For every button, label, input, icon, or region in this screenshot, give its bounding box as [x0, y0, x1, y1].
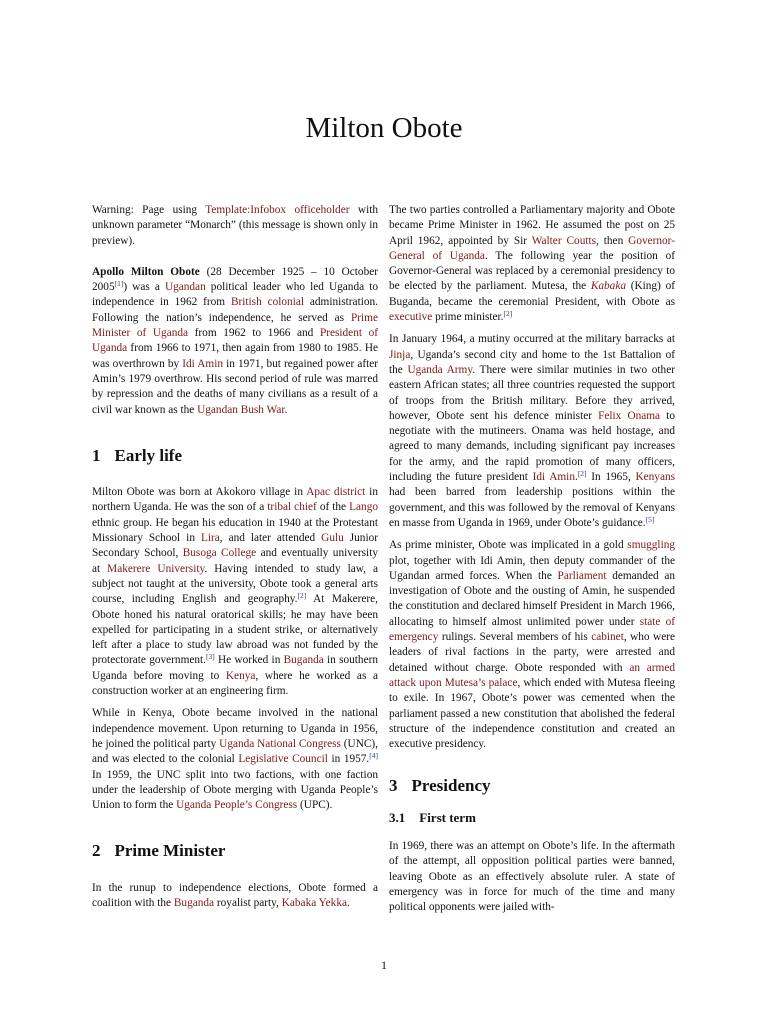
felix-onama-link[interactable]: Felix Onama — [598, 409, 661, 422]
page-number: 1 — [381, 958, 387, 972]
ref-link[interactable]: [3] — [205, 652, 215, 662]
ugandan-link[interactable]: Ugandan — [164, 281, 206, 294]
right-column — [389, 203, 675, 922]
walter-coutts-link[interactable]: Walter Coutts — [531, 234, 597, 247]
preview-warning: Warning: Page using Template:Infobox officeholder with unknown parameter “Monarch” (this message is shown only in preview). — [92, 204, 378, 247]
uganda-army-link[interactable]: Uganda Army — [407, 363, 473, 376]
lira-link[interactable]: Lira — [200, 532, 220, 545]
ref-link[interactable]: [4] — [369, 751, 378, 761]
buganda-link[interactable]: Buganda — [283, 654, 324, 667]
infobox-template-link[interactable]: Template:Infobox officeholder — [205, 204, 350, 216]
first-term-paragraph-1: In 1969, there was an attempt on Obote’s life. In the aftermath of the attempt, all opposition political parties were banned, leaving Obote as an effectively absolute ruler. A state of emergency was in force for much of the time and many political opponents were jailed with- — [389, 839, 675, 914]
smuggling-link[interactable]: smuggling — [627, 539, 675, 552]
kabaka-link[interactable]: Kabaka — [590, 280, 626, 293]
cabinet-link[interactable]: cabinet — [591, 631, 624, 644]
parliament-link[interactable]: Parliament — [557, 569, 607, 582]
kenyans-link[interactable]: Kenyans — [635, 471, 675, 484]
section-heading-presidency: 3 Presidency — [389, 776, 491, 796]
ref-link[interactable]: [2] — [577, 469, 587, 479]
prime-minister-paragraph-3: In January 1964, a mutiny occurred at the military barracks at Jinja, Uganda’s second city and home to the 1st Battalion of the Uganda Army. There were similar mutinies in two other eastern African states; all three countries requested the support of troops from the British military. Before they arrived, however, Obote sent his defence minister Felix Onama to negotiate with the mutineers. Onama was held hostage, and agreed to many demands, including significant pay increases for the army, and the rapid promotion of many officers, including the future president Idi Amin.[2] In 1965, Kenyans had been barred from leadership positions within the government, and this was followed by the removal of Kenyans en masse from Uganda in 1969, under Obote’s guidance.[5] — [389, 333, 675, 529]
bush-war-link[interactable]: Ugandan Bush War — [197, 403, 285, 416]
prime-minister-paragraph-4: As prime minister, Obote was implicated in a gold smuggling plot, together with Idi Amin, then deputy commander of the Ugandan armed forces. When the Parliament demanded an investigation of Obote and the ousting of Amin, he suspended the constitution and declared himself President in March 1966, allocating to himself almost unlimited power under state of emergency rulings. Several members of his cabinet, who were leaders of rival factions in the party, were arrested and detained without charge. Obote responded with an armed attack upon Mutesa’s palace, which ended with Mutesa fleeing to exile. In 1967, Obote’s power was cemented when the parliament passed a new constitution that abolished the federal structure of the independence constitution and created an executive presidency. — [389, 539, 676, 751]
mutesa-palace-attack-link[interactable]: an armed attack upon Mutesa’s palace — [389, 661, 675, 689]
kenya-link[interactable]: Kenya — [225, 669, 256, 682]
left-column — [92, 203, 378, 918]
subsection-heading-first-term: 3.1 First term — [389, 809, 476, 825]
tribal-chief-link[interactable]: tribal chief — [267, 501, 317, 514]
buganda-link[interactable]: Buganda — [173, 896, 215, 909]
page-title: Milton Obote — [305, 112, 463, 144]
idi-amin-link[interactable]: Idi Amin — [182, 357, 223, 370]
uganda-national-congress-link[interactable]: Uganda National Congress — [219, 737, 341, 750]
intro-paragraph: Apollo Milton Obote (28 December 1925 – 10 October 2005[1]) was a Ugandan political leader who led Uganda to independence in 1962 from British colonial administration. Following the nation’s independence, he served as Prime Minister of Uganda from 1962 to 1966 and President of Uganda from 1966 to 1971, then again from 1980 to 1985. He was overthrown by Idi Amin in 1971, but regained power after Amin’s 1979 overthrow. His second period of rule was marred by repression and the deaths of many civilians as a result of a civil war known as the Ugandan Bush War. — [92, 265, 379, 416]
prime-minister-link[interactable]: Prime Minister of Uganda — [92, 311, 378, 340]
state-of-emergency-link[interactable]: state of emergency — [389, 615, 675, 644]
section-heading-prime-minister: 2 Prime Minister — [92, 841, 226, 861]
prime-minister-paragraph-2: The two parties controlled a Parliamentary majority and Obote became Prime Minister in 1962. He assumed the post on 25 April 1962, appointed by Sir Walter Coutts, then Governor-General of Uganda. The following year the position of Governor-General was replaced by a ceremonial presidency to be elected by the parliament. Mutesa, the Kabaka (King) of Buganda, became the ceremonial President, with Obote as executive prime minister.[2] — [389, 204, 675, 324]
legislative-council-link[interactable]: Legislative Council — [238, 753, 328, 766]
ref-link[interactable]: [1] — [114, 279, 124, 289]
kabaka-yekka-link[interactable]: Kabaka Yekka — [281, 896, 347, 909]
governor-general-link[interactable]: Governor-General of Uganda — [389, 234, 675, 262]
lango-link[interactable]: Lango — [349, 501, 379, 514]
early-life-paragraph-1: Milton Obote was born at Akokoro village in Apac district in northern Uganda. He was the son of a tribal chief of the Lango ethnic group. He began his education in 1940 at the Protestant Missionary School in Lira, and later attended Gulu Junior Secondary School, Busoga College and eventually university at Makerere University. Having intended to study law, a subject not taught at the university, Obote took a general arts course, including English and geography.[2] At Makerere, Obote honed his natural oratorical skills; he may have been expelled for participating in a student strike, or alternatively left after a place to study law abroad was not funded by the protectorate government.[3] He worked in Buganda in southern Uganda before moving to Kenya, where he worked as a construction worker at an engineering firm. — [92, 486, 379, 698]
early-life-paragraph-2: While in Kenya, Obote became involved in the national independence movement. Upon returning to Uganda in 1956, he joined the political party Uganda National Congress (UNC), and was elected to the colonial Legislative Council in 1957.[4] In 1959, the UNC split into two factions, with one faction under the leadership of Obote merging with Uganda People’s Union to form the Uganda People’s Congress (UPC). — [92, 707, 378, 812]
gulu-link[interactable]: Gulu — [321, 532, 344, 545]
apac-district-link[interactable]: Apac district — [306, 486, 366, 499]
prime-minister-paragraph-1: In the runup to independence elections, Obote formed a coalition with the Buganda royalist party, Kabaka Yekka. — [92, 881, 378, 909]
uganda-peoples-congress-link[interactable]: Uganda People’s Congress — [176, 799, 298, 812]
idi-amin-link[interactable]: Idi Amin — [532, 471, 575, 484]
executive-link[interactable]: executive — [389, 311, 433, 324]
subject-name: Apollo Milton Obote — [92, 265, 200, 278]
ref-link[interactable]: [2] — [503, 309, 513, 319]
ref-link[interactable]: [2] — [297, 591, 307, 601]
jinja-link[interactable]: Jinja — [389, 348, 411, 361]
president-link[interactable]: President of Uganda — [92, 327, 378, 355]
british-colonial-link[interactable]: British colonial — [230, 296, 304, 309]
ref-link[interactable]: [5] — [645, 514, 655, 524]
section-heading-early-life: 1 Early life — [92, 445, 183, 465]
busoga-college-link[interactable]: Busoga College — [182, 547, 257, 560]
makerere-university-link[interactable]: Makerere University — [107, 562, 205, 575]
